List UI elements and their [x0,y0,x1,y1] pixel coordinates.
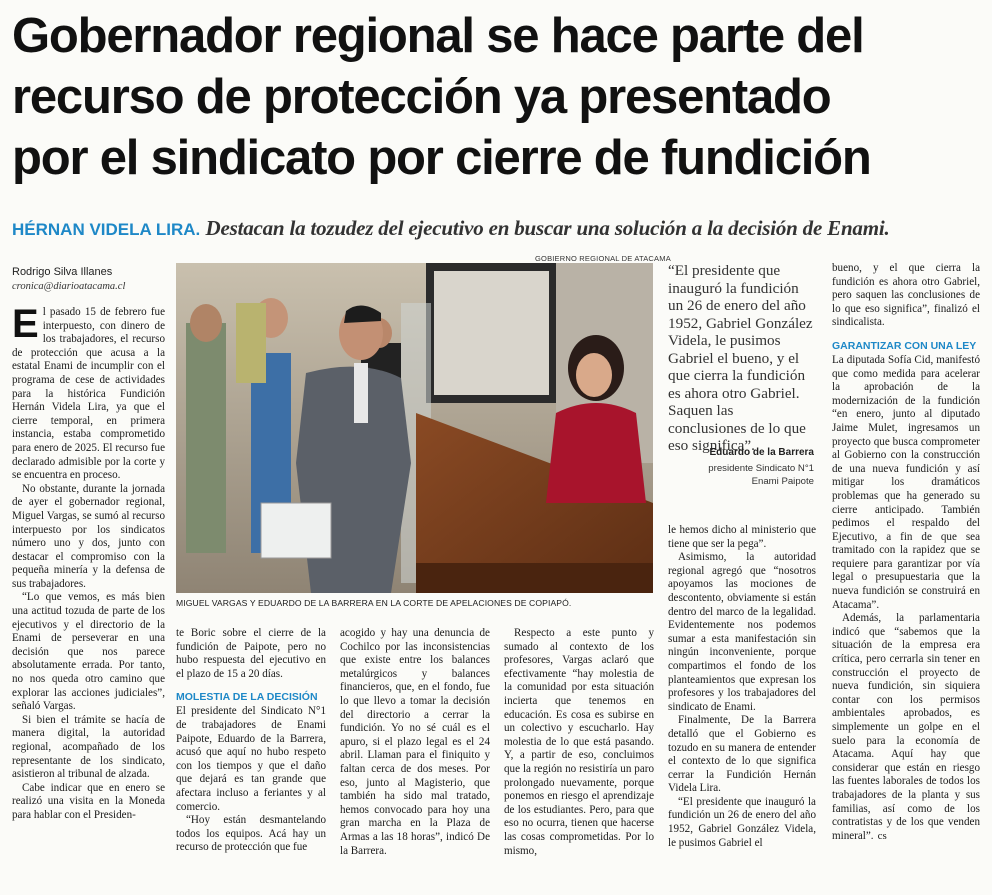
pull-quote-role-line: Enami Paipote [751,476,814,487]
photo-caption: MIGUEL VARGAS Y EDUARDO DE LA BARRERA EN LA CORTE DE APELACIONES DE COPIAPÓ. [176,598,572,608]
article-photo [176,263,653,593]
deck: Destacan la tozudez del ejecutivo en buscar una solución a la decisión de Enami. [205,216,890,240]
photo-credit: GOBIERNO REGIONAL DE ATACAMA [535,254,671,263]
paragraph: “Hoy están desmantelando todos los equipos. Acá hay un recurso de protección que fue [176,814,326,854]
paragraph: No obstante, durante la jornada de ayer el gobernador regional, Miguel Vargas, se sumó al recurso interpuesto por los sindicatos número uno y dos, junto con destacar el compromiso con la pequeña minería y la defensa de sus trabajadores. [12,482,165,590]
column-3 [340,627,490,858]
pull-quote-name: Eduardo de la Barrera [709,447,814,458]
section-heading: GARANTIZAR CON UNA LEY [832,339,977,352]
paragraph: Finalmente, De la Barrera detalló que el Gobierno es tozudo en su manera de entender el contexto de lo que significa cerrar la Fundición Hernán Videla Lira. [668,714,816,795]
subhead [12,215,987,243]
paragraph: te Boric sobre el cierre de la fundición de Paipote, pero no hubo respuesta del ejecutivo en el plazo de 15 a 20 días. [176,627,326,680]
headline-line-1: Gobernador regional se hace parte del [12,9,864,63]
paragraph: acogido y hay una denuncia de Cochilco por las inconsistencias que existe entre los balances metalúrgicos y balances financieros, que, en el fondo, fue lo que llevo a tomar la decisión del directorio a cerrar la fundición. Yo no sé cuál es el apuro, si el plazo legal es el 24 abril. Llaman para el finiquito y faltan cerca de dos meses. Por eso, junto al Magisterio, que también ha sido mal tratado, hemos convocado para hoy una gran marcha en la Plaza de Armas a las 18 horas”, indicó De la Barrera. [340,627,490,857]
paragraph: El presidente del Sindicato N°1 de trabajadores de Enami Paipote, Eduardo de la Barrera, acusó que aquí no hubo respeto con los tiempos y que el daño que dejará es tan grande que afectara incluso a feriantes y al comercio. [176,705,326,813]
paragraph: le hemos dicho al ministerio que tiene que ser la pega”. [668,524,816,550]
paragraph-text: l pasado 15 de febrero fue interpuesto, con dinero de los trabajadores, el recurso de protección que acusa a la estatal Enami de incumplir con el programa de cese de actividades para la histórica Fundición Hernán Videla Lira, ya que el cierre temporal, en primera instancia, estaba comprometido para enero de 2025. El recurso fue declarado admisible por la corte y se encuentra en proceso. [12,306,165,482]
byline-name: Rodrigo Silva Illanes [12,266,113,278]
paragraph [12,302,165,483]
paragraph: La diputada Sofía Cid, manifestó que como medida para acelerar la aprobación de la modernización de la fundición “en enero, junto al diputado Jaime Mulet, ingresamos un proyecto que busca comprometer al Gobierno con la construcción de una nueva fundición y así mitigar los dramáticos problemas que ha generado su cierre anticipado. También pedimos el respaldo del Ejecutivo, a fin de que sea tramitado con la rapidez que se requiere para garantizar por vía legal o presupuestaria que la nueva fundición se construirá en Atacama”. [832,353,980,611]
pull-quote-role-line: presidente Sindicato N°1 [708,463,814,474]
column-2 [176,627,326,855]
paragraph: Cabe indicar que en enero se realizó una visita en la Moneda para hablar con el Presiden- [12,781,165,821]
byline [12,266,167,292]
subhead-kicker: HÉRNAN VIDELA LIRA. [12,220,201,239]
pull-quote: “El presidente que inauguró la fundición un 26 de enero del año 1952, Gabriel González Videla, le pusimos Gabriel el bueno, y el que cierra la fundición es ahora otro Gabriel. Saquen las conclusiones de lo que eso significa”. [668,262,813,454]
column-6 [832,262,980,843]
column-5 [668,524,816,850]
column-1 [12,302,165,823]
paragraph: “El presidente que inauguró la fundición un 26 de enero del año 1952, Gabriel González Videla, le pusimos Gabriel el [668,795,816,849]
paragraph: Respecto a este punto y sumado al contexto de los profesores, Vargas aclaró que efectivamente “hay molestia de la comunidad por esta situación incierta que tenemos en educación. Es cosa es subirse en un colectivo y escucharlo. Hay molestia de lo que está pasando. Y, a partir de eso, concluimos que la región no resistiría un paro prolongado nuevamente, porque ponemos en riesgo el aprendizaje de los estudiantes. Pero, para que eso no ocurra, tienen que hacerse las cosas comprometidas. Por lo mismo, [504,627,654,857]
headline-line-3: por el sindicato por cierre de fundición [12,131,871,185]
paragraph [832,612,980,843]
paragraph: Asimismo, la autoridad regional agregó que “nosotros apoyamos las mociones de descontento, obviamente si están dentro del marco de la legalidad. Evidentemente nos podemos sumar a esta manifestación sin ningún inconveniente, porque compartimos el fondo de los planteamientos que expresan los profesores y los trabajadores del sindicato de Enami. [668,551,816,713]
paragraph-text: Además, la parlamentaria indicó que “sabemos que la situación de la empresa era crítica, pero cerrarla sin tener en construcción el proyecto de nueva fundición, sin siquiera contar con los permisos ambientales aprobados, es simplemente un golpe en el suelo para la economía de Atacama. Aquí hay que considerar que están en riesgo las fuentes laborales de todos los trabajadores de la planta y sus familias, así como de los contratistas y de los que venden mineral”. [832,612,980,842]
end-mark: cs [877,829,887,842]
pull-quote-role [668,462,814,488]
byline-email: cronica@diarioatacama.cl [12,281,126,292]
drop-cap: E [12,302,39,346]
headline-line-2: recurso de protección ya presentado [12,70,831,124]
photo-illustration [176,263,653,593]
paragraph: Si bien el trámite se hacía de manera digital, la autoridad regional, acompañado de los representante de los sindicato, asistieron al tribunal de alzada. [12,713,165,781]
paragraph: bueno, y el que cierra la fundición es ahora otro Gabriel, pero saquen las conclusiones de lo que eso significa”, finalizó el sindicalista. [832,262,980,329]
section-heading: MOLESTIA DE LA DECISIÓN [176,691,318,704]
headline [12,6,982,189]
column-4 [504,627,654,858]
paragraph: “Lo que vemos, es más bien una actitud tozuda de parte de los ejecutivos y el directorio de la Enami de perseverar en una decisión que nos parece absolutamente errada. Por tanto, no nos queda otro camino que explorar las acciones judiciales”, señaló Vargas. [12,591,165,713]
